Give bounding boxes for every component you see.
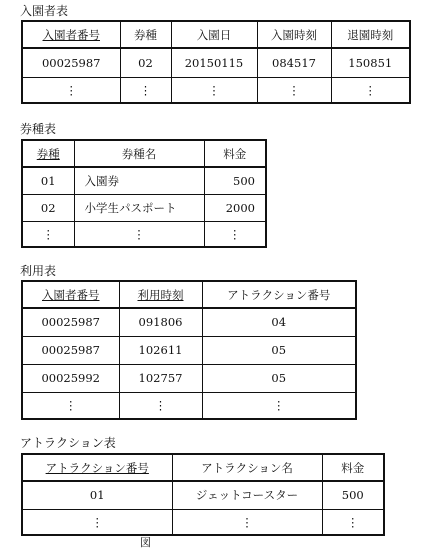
table-row [22, 194, 266, 221]
table-cell: ⋮ [120, 77, 171, 103]
table-cell: 02 [22, 194, 74, 221]
table-cell: 091806 [119, 308, 202, 336]
table-row [22, 221, 266, 247]
table-cell: ⋮ [322, 509, 384, 535]
table-row [22, 336, 356, 364]
table-header-row [22, 21, 410, 48]
table-cell: ⋮ [22, 392, 119, 419]
header-cell: アトラクション番号 [22, 454, 172, 481]
table-cell: 500 [204, 167, 266, 194]
table-cell: 01 [22, 481, 172, 509]
table-cell: 入園券 [74, 167, 204, 194]
table-cell: ⋮ [22, 77, 120, 103]
table-row [22, 392, 356, 419]
table-cell: 小学生パスポート [74, 194, 204, 221]
table-row [22, 48, 410, 77]
table-cell: ⋮ [74, 221, 204, 247]
table-title-usage: 利用表 [20, 264, 57, 278]
table-cell: 150851 [331, 48, 410, 77]
attractions-table [21, 453, 385, 536]
table-cell: ⋮ [257, 77, 331, 103]
table-cell: 2000 [204, 194, 266, 221]
table-cell: 02 [120, 48, 171, 77]
table-cell: 00025987 [22, 308, 119, 336]
table-title-ticket-types: 券種表 [20, 122, 57, 136]
table-row [22, 308, 356, 336]
table-header-row [22, 281, 356, 308]
table-header-row [22, 454, 384, 481]
table-cell: 04 [202, 308, 356, 336]
table-cell: ⋮ [202, 392, 356, 419]
header-cell: 券種 [22, 140, 74, 167]
table-cell: ⋮ [331, 77, 410, 103]
table-title-visitors: 入園者表 [20, 4, 69, 18]
header-cell: 入園者番号 [22, 21, 120, 48]
header-cell: 入園日 [171, 21, 257, 48]
header-cell: 券種名 [74, 140, 204, 167]
table-cell: 00025987 [22, 48, 120, 77]
table-cell: 500 [322, 481, 384, 509]
table-cell: 05 [202, 364, 356, 392]
header-cell: アトラクション番号 [202, 281, 356, 308]
table-cell: 00025987 [22, 336, 119, 364]
table-cell: ⋮ [119, 392, 202, 419]
header-cell: 入園時刻 [257, 21, 331, 48]
table-cell: ⋮ [22, 509, 172, 535]
header-cell: 退園時刻 [331, 21, 410, 48]
table-cell: 05 [202, 336, 356, 364]
table-cell: 102757 [119, 364, 202, 392]
table-cell: ジェットコースター [172, 481, 322, 509]
table-cell: 01 [22, 167, 74, 194]
header-cell: 入園者番号 [22, 281, 119, 308]
table-cell: 102611 [119, 336, 202, 364]
table-row [22, 77, 410, 103]
table-cell: ⋮ [172, 509, 322, 535]
usage-table [21, 280, 357, 420]
table-cell: 00025992 [22, 364, 119, 392]
visitors-table [21, 20, 411, 104]
table-cell: ⋮ [204, 221, 266, 247]
header-cell: 券種 [120, 21, 171, 48]
header-cell: 料金 [322, 454, 384, 481]
table-row [22, 481, 384, 509]
table-title-attractions: アトラクション表 [20, 436, 116, 450]
table-cell: ⋮ [171, 77, 257, 103]
table-cell: 084517 [257, 48, 331, 77]
header-cell: 利用時刻 [119, 281, 202, 308]
header-cell: アトラクション名 [172, 454, 322, 481]
table-row [22, 167, 266, 194]
table-cell: ⋮ [22, 221, 74, 247]
table-row [22, 509, 384, 535]
table-header-row [22, 140, 266, 167]
header-cell: 料金 [204, 140, 266, 167]
figure-caption: 図 [140, 536, 151, 549]
ticket-types-table [21, 139, 267, 248]
table-cell: 20150115 [171, 48, 257, 77]
table-row [22, 364, 356, 392]
